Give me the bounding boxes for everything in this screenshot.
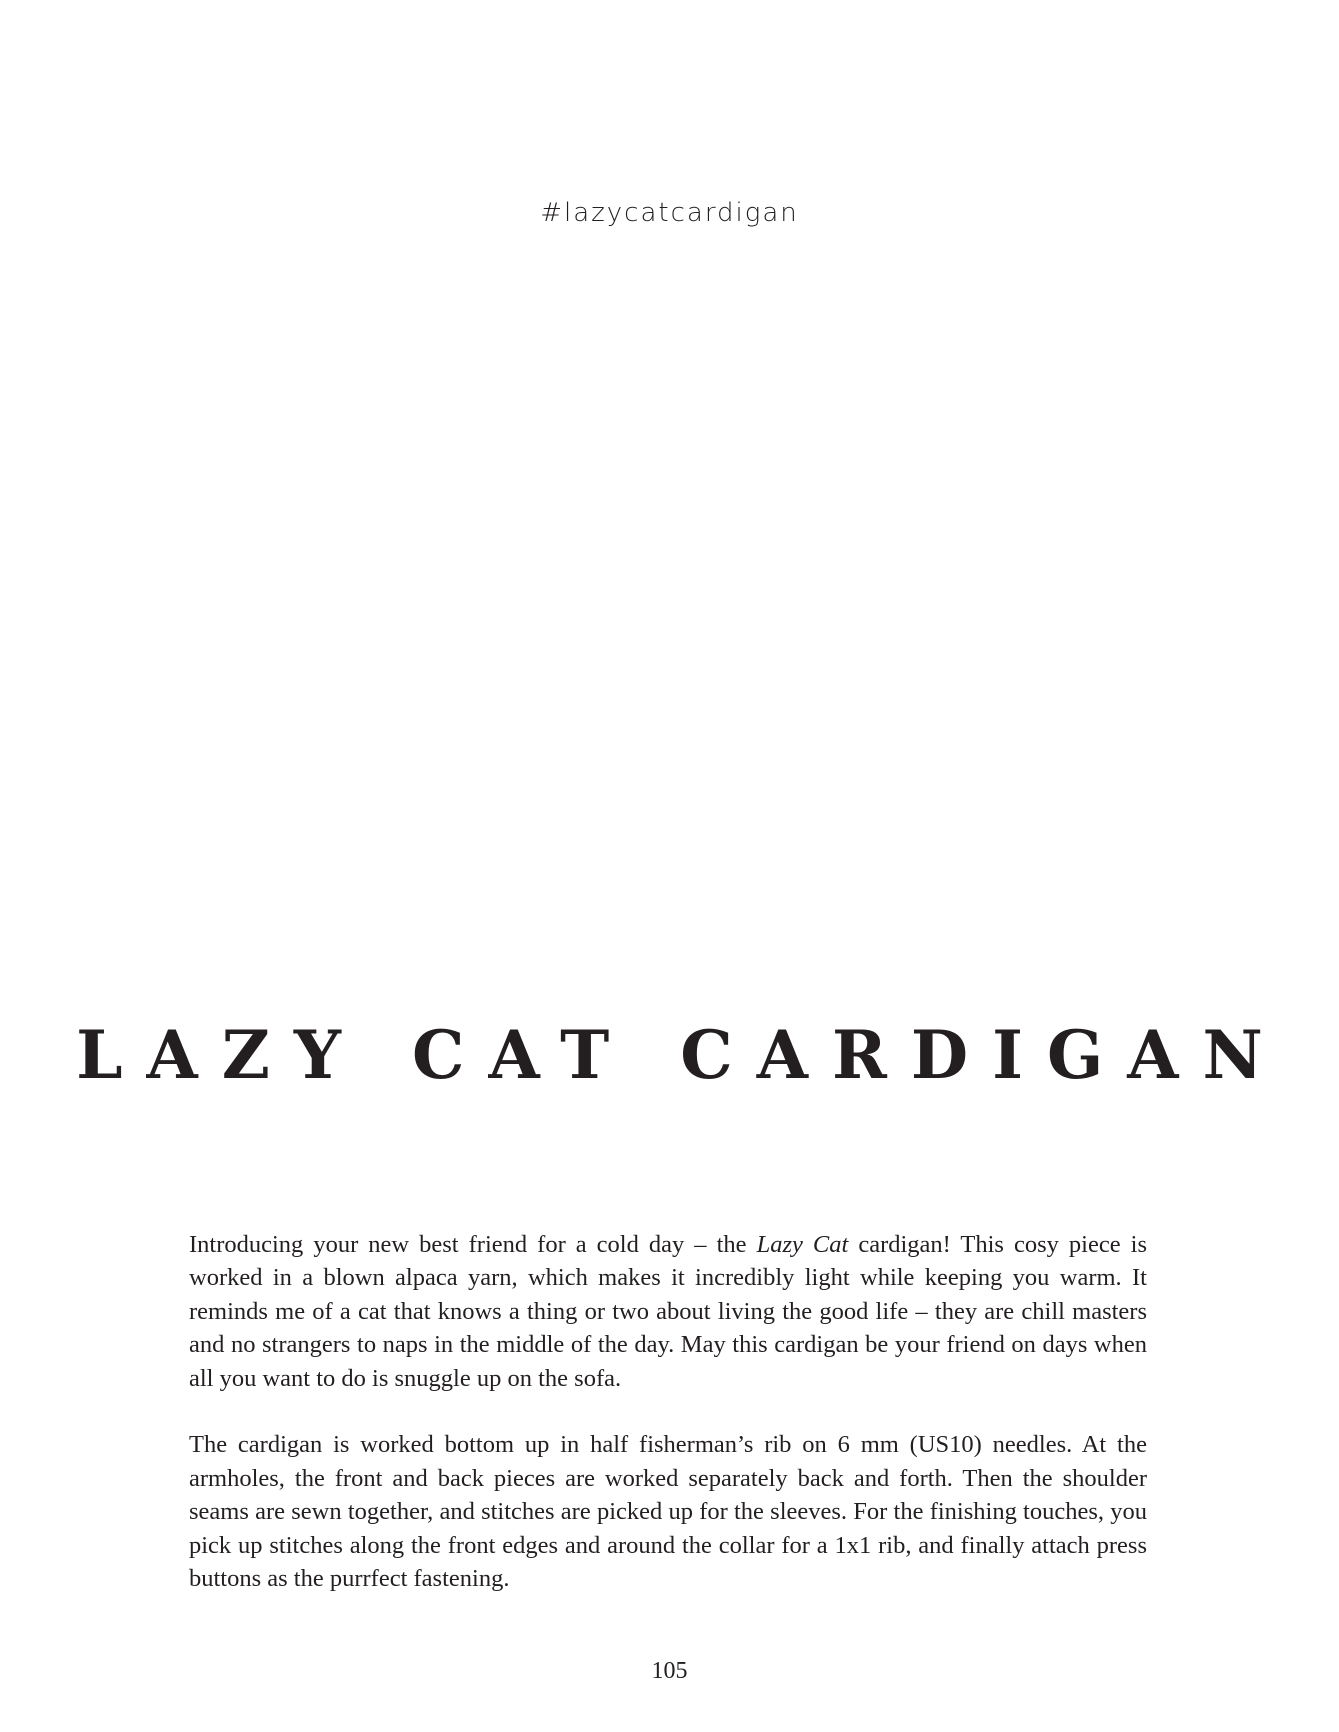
pattern-name-italic: Lazy Cat — [756, 1231, 849, 1258]
page-title: LAZY CAT CARDIGAN — [76, 1016, 1287, 1094]
intro-p1-start: Introducing your new best friend for a cold day – the — [189, 1231, 757, 1258]
intro-p1-end: cardigan! This cosy piece is worked in a blown alpaca yarn, which makes it incredibly light while keeping you warm. It reminds me of a cat that knows a thing or two about living the good life – they are chill masters and no strangers to naps in the middle of the day. May this cardigan be your friend on days when all you want to do is snuggle up on the sofa. — [189, 1231, 1147, 1392]
hashtag-heading: #lazycatcardigan — [540, 198, 799, 228]
page-number: 105 — [651, 1658, 688, 1684]
intro-text — [189, 1228, 1147, 1595]
intro-paragraph-1 — [189, 1228, 1147, 1395]
intro-paragraph-2: The cardigan is worked bottom up in half fisherman’s rib on 6 mm (US10) needles. At the armholes, the front and back pieces are worked separately back and forth. Then the shoulder seams are sewn together, and stitches are picked up for the sleeves. For the finishing touches, you pick up stitches along the front edges and around the collar for a 1x1 rib, and finally attach press buttons as the purrfect fastening. — [189, 1431, 1147, 1593]
